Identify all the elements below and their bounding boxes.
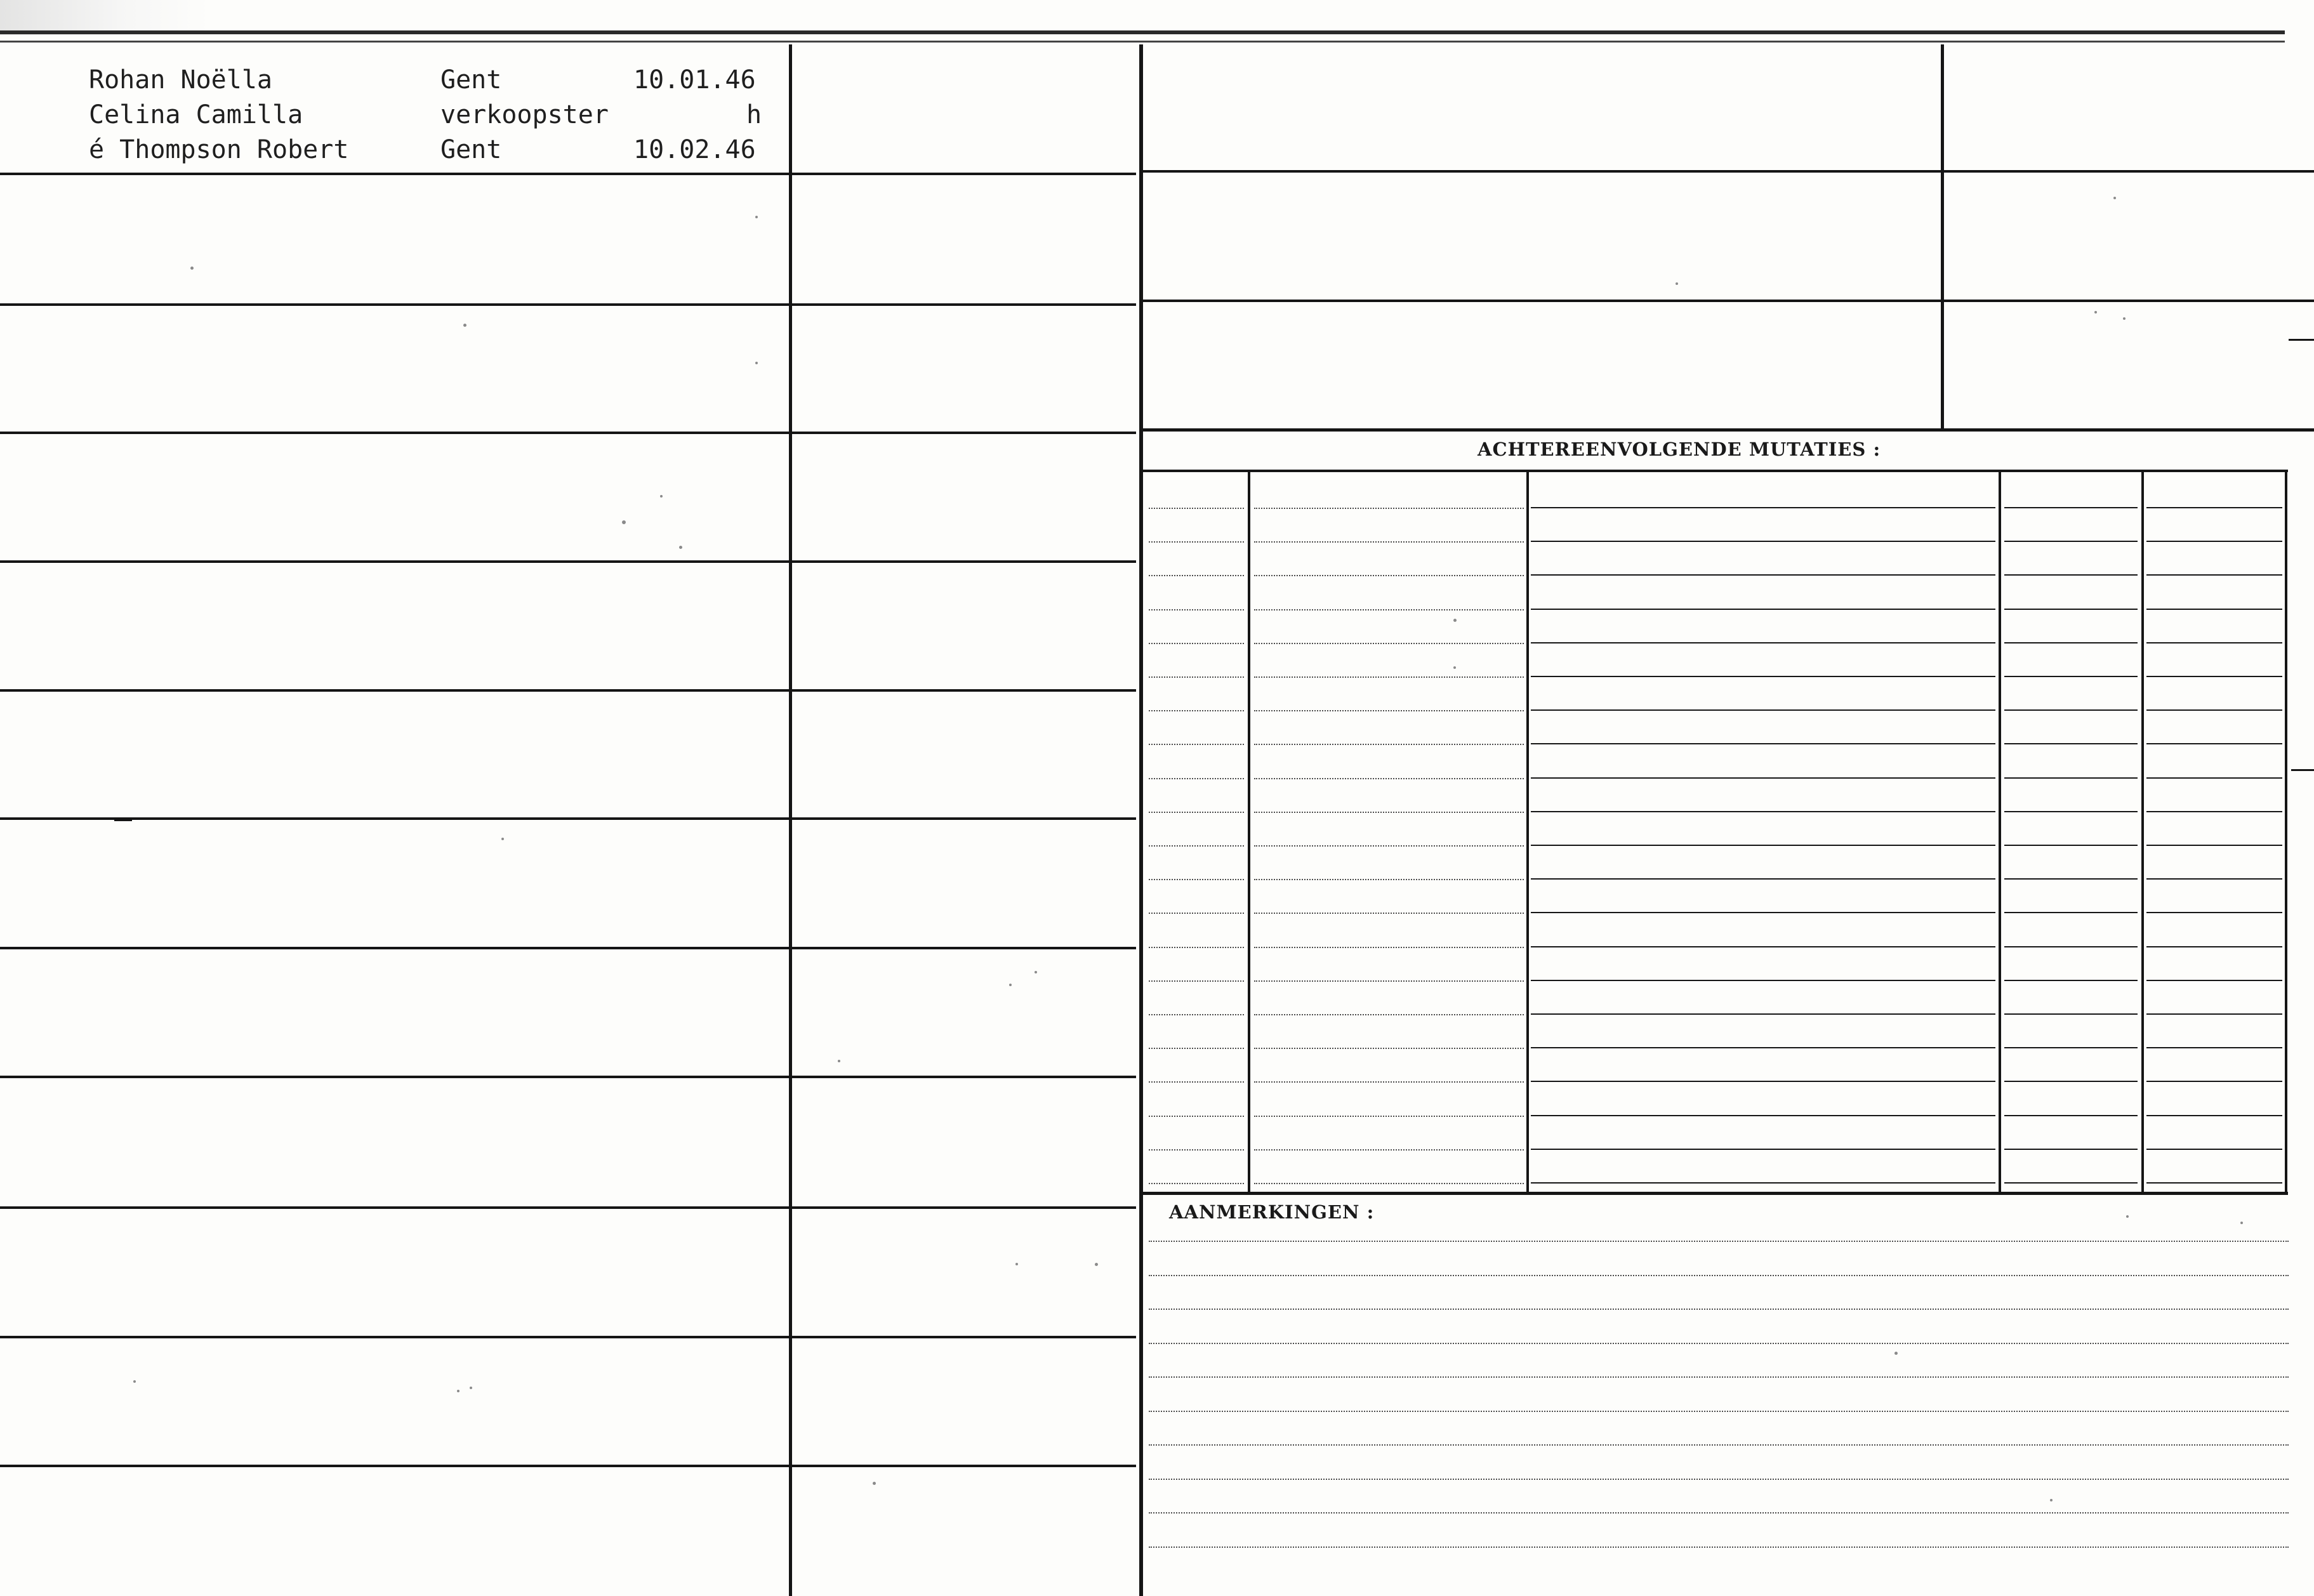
scan-speck xyxy=(1894,1352,1898,1355)
mutations-bottom-line xyxy=(1142,1192,2288,1195)
mutations-ruled-line xyxy=(1531,507,1995,508)
mutations-ruled-line xyxy=(2146,1149,2282,1150)
person-occupation-2: verkoopster xyxy=(440,100,609,129)
person-name-1: Rohan Noëlla xyxy=(89,65,272,95)
mutations-ruled-line xyxy=(2004,676,2138,677)
scan-speck xyxy=(457,1390,459,1392)
remarks-heading: AANMERKINGEN : xyxy=(1169,1201,1375,1223)
mutations-ruled-line xyxy=(2004,1149,2138,1150)
scan-top-edge xyxy=(0,30,2285,34)
remarks-dotted-line xyxy=(1149,1512,2289,1514)
mutations-dotted-line xyxy=(1149,812,1244,813)
mutations-dotted-line xyxy=(1254,980,1524,982)
mutations-dotted-line xyxy=(1149,744,1244,745)
mutations-dotted-line xyxy=(1149,1081,1244,1083)
mutations-ruled-line xyxy=(2004,980,2138,981)
left-row-line xyxy=(0,303,1136,306)
mutations-dotted-line xyxy=(1254,710,1524,711)
left-row-line xyxy=(0,1076,1136,1078)
mutations-ruled-line xyxy=(2004,1182,2138,1184)
scan-speck xyxy=(1035,971,1037,973)
mutations-dotted-line xyxy=(1149,541,1244,543)
mutations-ruled-line xyxy=(1531,811,1995,812)
scan-speck xyxy=(873,1482,876,1485)
mutations-dotted-line xyxy=(1149,845,1244,847)
mutations-ruled-line xyxy=(1531,642,1995,643)
mutations-ruled-line xyxy=(2146,980,2282,981)
mutations-ruled-line xyxy=(2004,1115,2138,1116)
mutations-dotted-line xyxy=(1149,778,1244,779)
scan-speck xyxy=(679,546,682,549)
mutations-ruled-line xyxy=(2004,507,2138,508)
right-top-row-line xyxy=(1142,300,2314,302)
mutations-dotted-line xyxy=(1254,1183,1524,1184)
scan-speck xyxy=(190,267,194,270)
mutations-ruled-line xyxy=(2146,1047,2282,1048)
mutations-ruled-line xyxy=(1531,1013,1995,1015)
mutations-ruled-line xyxy=(1531,541,1995,542)
scan-speck xyxy=(622,520,626,524)
scan-edge-smudge xyxy=(0,0,209,35)
mutations-dotted-line xyxy=(1254,1048,1524,1049)
person-name-2: Celina Camilla xyxy=(89,100,303,129)
mutations-ruled-line xyxy=(1531,574,1995,576)
left-row-line xyxy=(0,947,1136,949)
mutations-dotted-line xyxy=(1149,575,1244,576)
scan-speck xyxy=(470,1387,472,1389)
person-name-3: é Thompson Robert xyxy=(89,135,349,164)
mutations-ruled-line xyxy=(2004,642,2138,643)
mutations-dotted-line xyxy=(1149,1014,1244,1015)
left-row-line xyxy=(0,560,1136,563)
mutations-ruled-line xyxy=(2004,912,2138,913)
mutations-ruled-line xyxy=(2004,1047,2138,1048)
scan-speck xyxy=(1453,666,1456,669)
remarks-dotted-line xyxy=(1149,1241,2289,1242)
mutations-ruled-line xyxy=(1531,1115,1995,1116)
mutations-dotted-line xyxy=(1254,947,1524,948)
mutations-ruled-line xyxy=(1531,1182,1995,1184)
mutations-dotted-line xyxy=(1254,643,1524,644)
scan-speck xyxy=(1009,984,1012,986)
mutations-ruled-line xyxy=(2146,912,2282,913)
mutations-ruled-line xyxy=(1531,878,1995,880)
scan-speck xyxy=(2050,1499,2053,1501)
mutations-ruled-line xyxy=(1531,709,1995,711)
mutations-ruled-line xyxy=(2146,811,2282,812)
mutations-column-line xyxy=(1999,470,2001,1193)
mutations-ruled-line xyxy=(2146,777,2282,779)
mutations-dotted-line xyxy=(1254,778,1524,779)
scan-speck xyxy=(133,1380,136,1383)
mutations-ruled-line xyxy=(1531,845,1995,846)
mutations-dotted-line xyxy=(1254,1149,1524,1151)
remarks-dotted-line xyxy=(1149,1479,2289,1480)
person-date-1: 10.01.46 xyxy=(633,65,756,95)
left-row-line xyxy=(0,817,1136,820)
remarks-dotted-line xyxy=(1149,1444,2289,1446)
mutations-ruled-line xyxy=(1531,609,1995,610)
mutations-dotted-line xyxy=(1149,879,1244,880)
mutations-dotted-line xyxy=(1254,812,1524,813)
mutations-ruled-line xyxy=(2004,574,2138,576)
remarks-dotted-line xyxy=(1149,1411,2289,1412)
mutations-ruled-line xyxy=(2146,946,2282,947)
mutations-ruled-line xyxy=(2146,541,2282,542)
mutations-dotted-line xyxy=(1149,1183,1244,1184)
scan-speck xyxy=(660,495,663,498)
scan-speck xyxy=(2113,197,2116,199)
scan-speck xyxy=(2240,1222,2243,1224)
mutations-ruled-line xyxy=(2146,1115,2282,1116)
left-row-line xyxy=(0,1336,1136,1338)
mutations-dotted-line xyxy=(1149,710,1244,711)
mutations-dotted-line xyxy=(1149,643,1244,644)
mutations-dotted-line xyxy=(1254,913,1524,914)
mutations-ruled-line xyxy=(1531,1081,1995,1082)
mutations-dotted-line xyxy=(1254,508,1524,509)
mutations-dotted-line xyxy=(1254,1116,1524,1117)
mutations-ruled-line xyxy=(2004,609,2138,610)
scan-speck xyxy=(1095,1263,1098,1266)
mutations-heading: ACHTEREENVOLGENDE MUTATIES : xyxy=(1478,439,1881,460)
edge-tick xyxy=(2289,339,2314,341)
mutations-dotted-line xyxy=(1149,1149,1244,1151)
mutations-ruled-line xyxy=(2004,946,2138,947)
scan-speck xyxy=(1676,282,1678,285)
person-date-3: 10.02.46 xyxy=(633,135,756,164)
mutations-ruled-line xyxy=(2004,1081,2138,1082)
mutations-ruled-line xyxy=(2004,878,2138,880)
scan-speck xyxy=(2094,311,2097,313)
mutations-ruled-line xyxy=(2146,743,2282,744)
mutations-column-line xyxy=(1526,470,1529,1193)
mutations-dotted-line xyxy=(1254,1081,1524,1083)
person-place-3: Gent xyxy=(440,135,502,164)
scan-speck xyxy=(755,362,758,364)
mutations-ruled-line xyxy=(2004,777,2138,779)
mutations-dotted-line xyxy=(1149,947,1244,948)
right-top-row-line xyxy=(1142,428,2314,432)
left-row-line xyxy=(0,689,1136,692)
mutations-ruled-line xyxy=(1531,946,1995,947)
mutations-header-line xyxy=(1142,470,2288,472)
mutations-dotted-line xyxy=(1149,676,1244,678)
mutations-ruled-line xyxy=(2004,743,2138,744)
mutations-column-line xyxy=(2141,470,2144,1193)
mutations-ruled-line xyxy=(2004,709,2138,711)
center-divider xyxy=(1139,44,1143,1596)
mutations-ruled-line xyxy=(2146,609,2282,610)
right-top-divider xyxy=(1941,44,1944,428)
mutations-column-line xyxy=(2285,470,2287,1193)
person-mark-2: h xyxy=(746,100,762,129)
mutations-ruled-line xyxy=(2146,507,2282,508)
scan-top-edge-thin xyxy=(0,41,2285,43)
left-column-divider xyxy=(789,44,792,1596)
mutations-dotted-line xyxy=(1149,508,1244,509)
mutations-dotted-line xyxy=(1254,1014,1524,1015)
remarks-dotted-line xyxy=(1149,1275,2289,1276)
scan-speck xyxy=(501,838,504,840)
mutations-ruled-line xyxy=(2004,811,2138,812)
remarks-dotted-line xyxy=(1149,1376,2289,1378)
mutations-ruled-line xyxy=(1531,980,1995,981)
scan-speck xyxy=(463,324,466,327)
scan-speck xyxy=(755,216,758,218)
mutations-ruled-line xyxy=(2146,709,2282,711)
mutations-ruled-line xyxy=(1531,743,1995,744)
scan-speck xyxy=(1015,1263,1018,1265)
remarks-dotted-line xyxy=(1149,1343,2289,1344)
mutations-column-line xyxy=(1248,470,1250,1193)
mutations-ruled-line xyxy=(2146,1013,2282,1015)
mutations-ruled-line xyxy=(2146,845,2282,846)
remarks-dotted-line xyxy=(1149,1547,2289,1548)
mutations-ruled-line xyxy=(2146,878,2282,880)
right-top-row-line xyxy=(1142,170,2314,173)
mutations-ruled-line xyxy=(1531,777,1995,779)
scan-speck xyxy=(838,1060,840,1062)
mutations-ruled-line xyxy=(1531,1047,1995,1048)
mutations-ruled-line xyxy=(2146,574,2282,576)
left-row-line xyxy=(0,1206,1136,1209)
mutations-ruled-line xyxy=(2146,642,2282,643)
mutations-dotted-line xyxy=(1254,609,1524,610)
mutations-dotted-line xyxy=(1254,845,1524,847)
mutations-dotted-line xyxy=(1149,913,1244,914)
mutations-dotted-line xyxy=(1254,676,1524,678)
mutations-ruled-line xyxy=(2004,1013,2138,1015)
mutations-ruled-line xyxy=(1531,676,1995,677)
scan-speck xyxy=(2123,317,2126,320)
person-place-1: Gent xyxy=(440,65,502,95)
left-row-line xyxy=(0,1465,1136,1467)
mutations-ruled-line xyxy=(2004,845,2138,846)
edge-tick xyxy=(2291,769,2314,771)
left-row-line xyxy=(0,173,1136,175)
mutations-ruled-line xyxy=(2004,541,2138,542)
mutations-ruled-line xyxy=(2146,676,2282,677)
remarks-dotted-line xyxy=(1149,1309,2289,1310)
left-row-line xyxy=(0,432,1136,434)
mutations-dotted-line xyxy=(1254,541,1524,543)
mutations-dotted-line xyxy=(1149,609,1244,610)
scan-speck xyxy=(2126,1215,2129,1218)
mutations-dotted-line xyxy=(1254,744,1524,745)
scan-speck xyxy=(1453,619,1457,622)
mutations-ruled-line xyxy=(2146,1182,2282,1184)
mutations-ruled-line xyxy=(1531,1149,1995,1150)
mutations-dotted-line xyxy=(1149,1116,1244,1117)
mutations-ruled-line xyxy=(1531,912,1995,913)
mutations-dotted-line xyxy=(1254,879,1524,880)
mutations-dotted-line xyxy=(1149,980,1244,982)
mutations-dotted-line xyxy=(1149,1048,1244,1049)
mutations-dotted-line xyxy=(1254,575,1524,576)
mutations-ruled-line xyxy=(2146,1081,2282,1082)
